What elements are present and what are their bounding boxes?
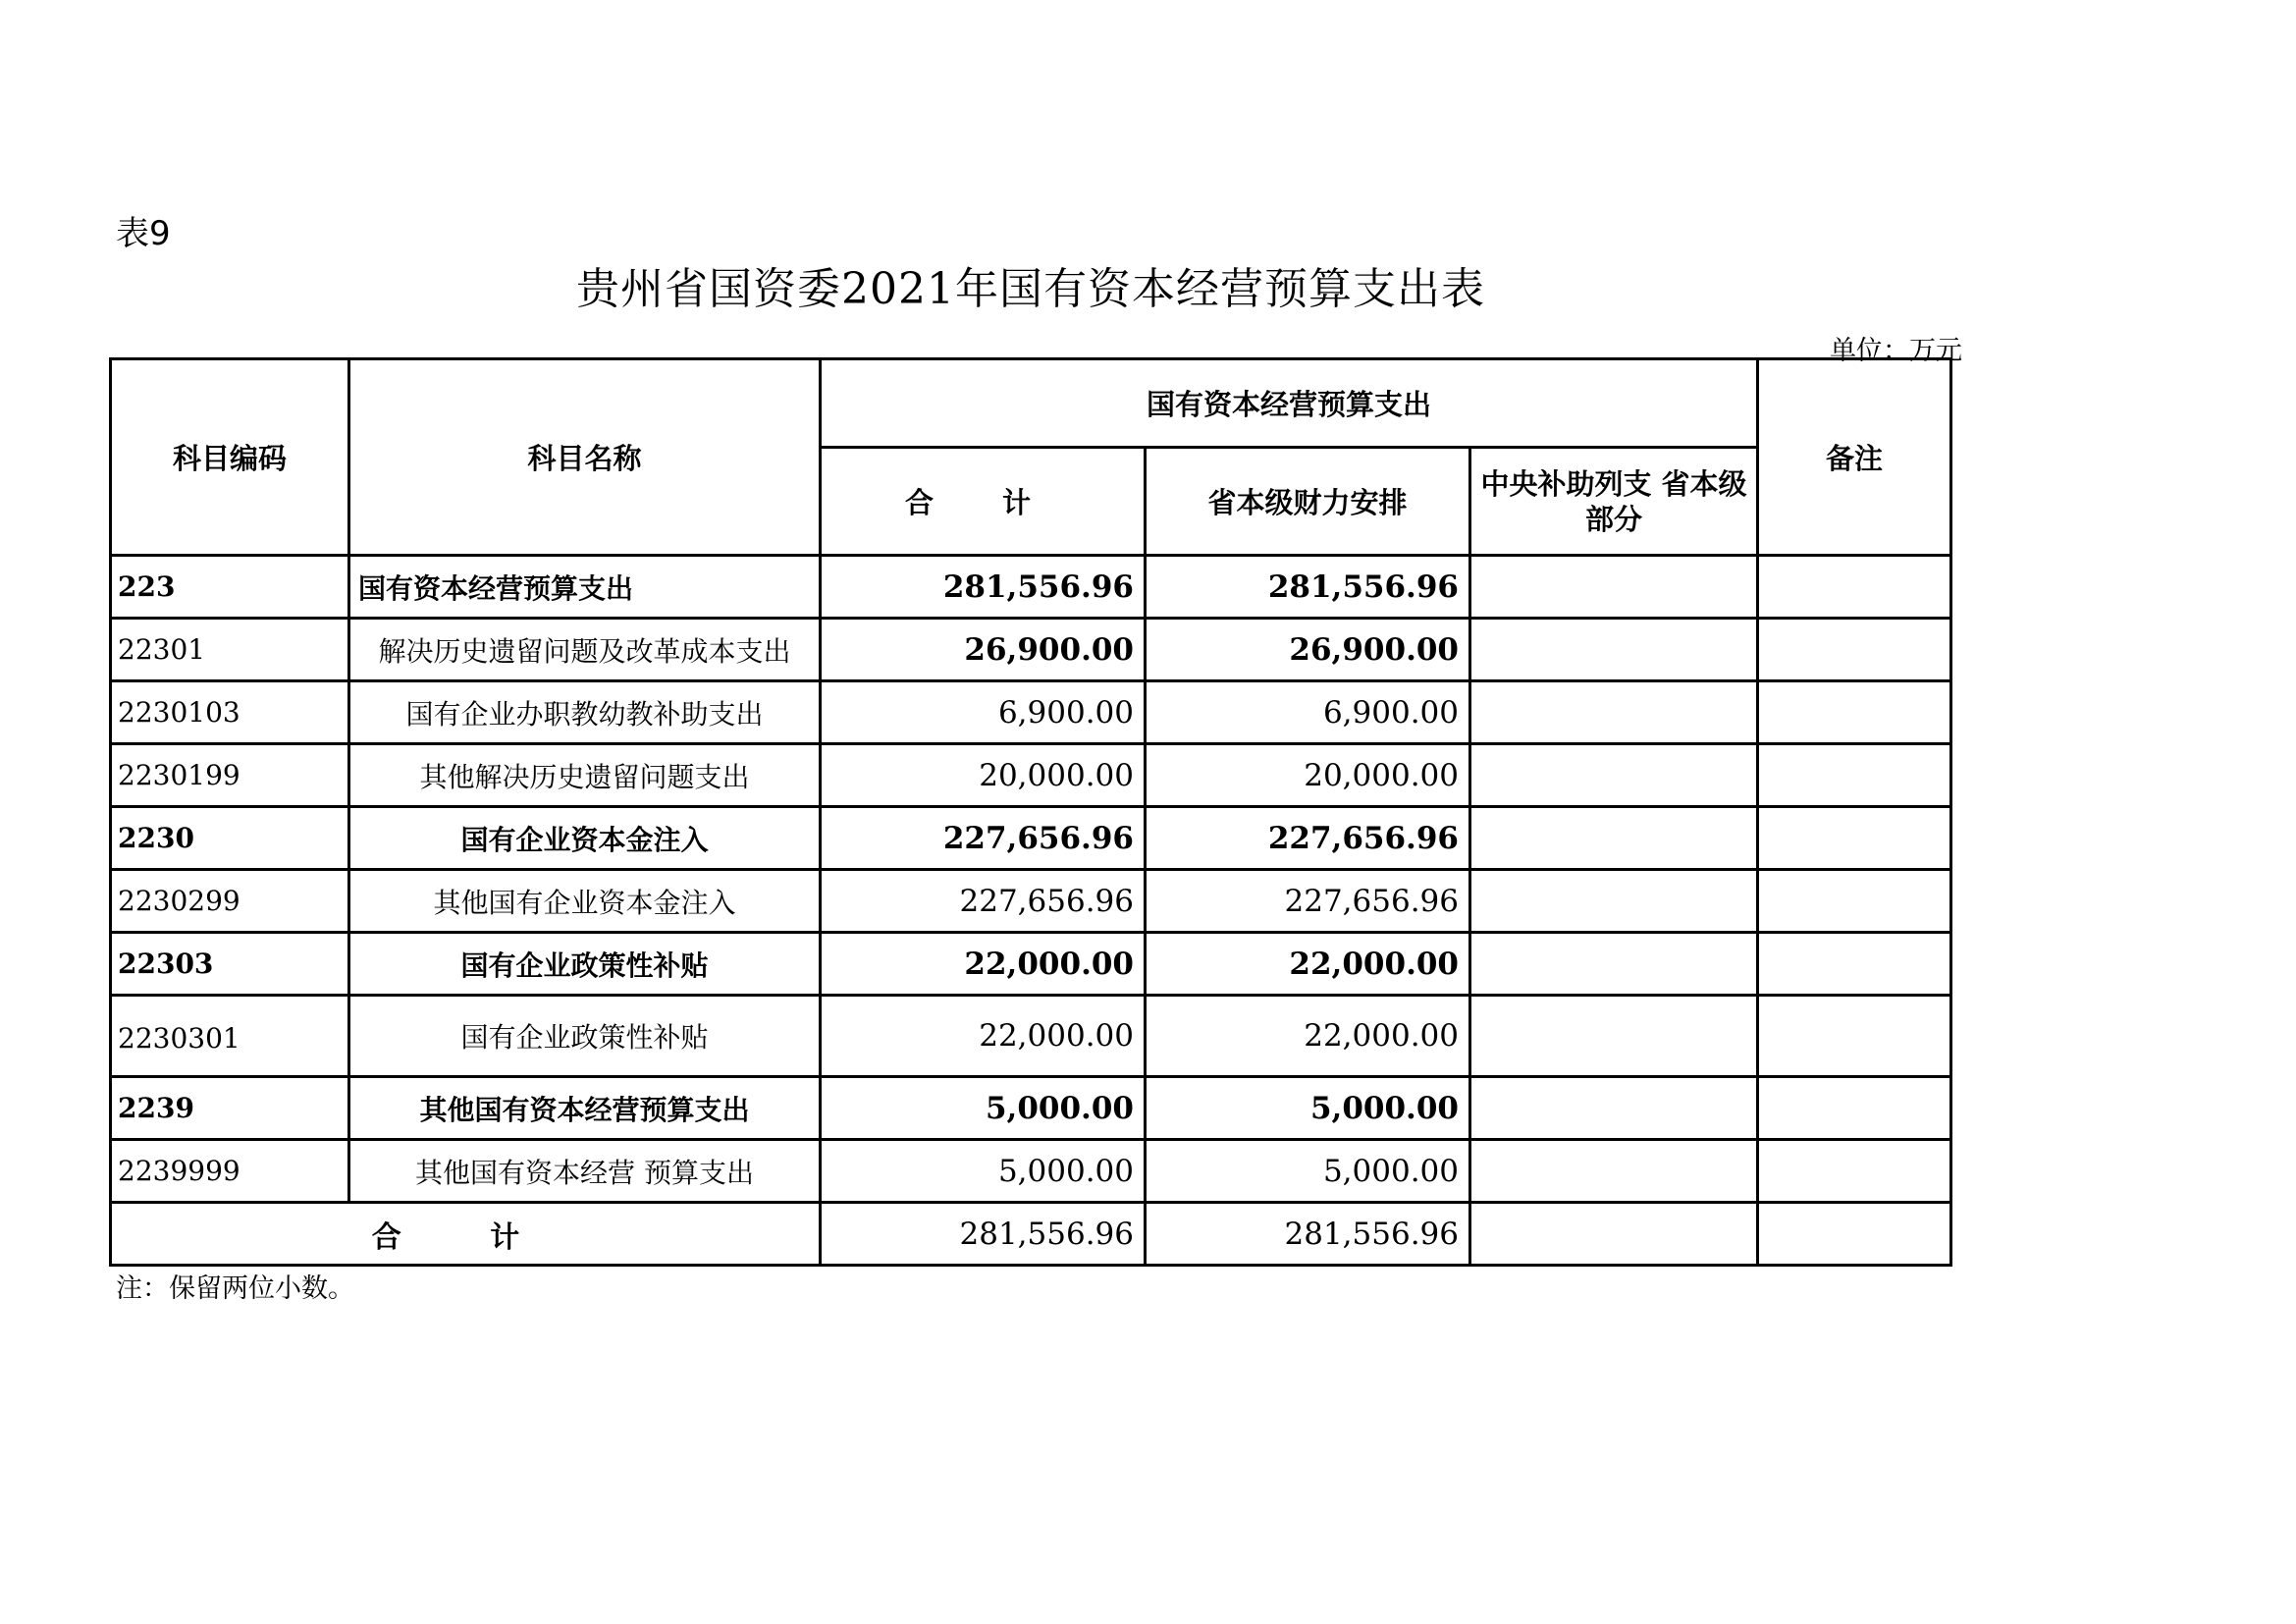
row-code: 2239999 bbox=[111, 1140, 349, 1203]
row-name: 其他国有企业资本金注入 bbox=[349, 870, 821, 933]
table-row bbox=[111, 1077, 1951, 1140]
row-provincial: 22,000.00 bbox=[1146, 933, 1470, 996]
row-code: 2230301 bbox=[111, 996, 349, 1077]
total-row bbox=[111, 1203, 1951, 1266]
row-total: 227,656.96 bbox=[821, 870, 1146, 933]
row-remark bbox=[1758, 933, 1951, 996]
table-row bbox=[111, 870, 1951, 933]
row-remark bbox=[1758, 807, 1951, 870]
header-total: 合 计 bbox=[821, 448, 1146, 556]
row-provincial: 227,656.96 bbox=[1146, 870, 1470, 933]
row-code: 2239 bbox=[111, 1077, 349, 1140]
row-total: 22,000.00 bbox=[821, 933, 1146, 996]
row-remark bbox=[1758, 1140, 1951, 1203]
total-total: 281,556.96 bbox=[821, 1203, 1146, 1266]
row-total: 281,556.96 bbox=[821, 556, 1146, 619]
total-provincial: 281,556.96 bbox=[1146, 1203, 1470, 1266]
row-name: 国有企业办职教幼教补助支出 bbox=[349, 681, 821, 744]
row-name: 国有企业资本金注入 bbox=[349, 807, 821, 870]
row-code: 2230103 bbox=[111, 681, 349, 744]
table-row bbox=[111, 807, 1951, 870]
page-title: 贵州省国资委2021年国有资本经营预算支出表 bbox=[576, 264, 1485, 314]
footnote: 注：保留两位小数。 bbox=[116, 1273, 354, 1304]
row-central bbox=[1470, 619, 1758, 681]
row-provincial: 22,000.00 bbox=[1146, 996, 1470, 1077]
row-code: 2230299 bbox=[111, 870, 349, 933]
row-central bbox=[1470, 807, 1758, 870]
row-name: 国有企业政策性补贴 bbox=[349, 933, 821, 996]
budget-table bbox=[109, 357, 1952, 1267]
table-row bbox=[111, 681, 1951, 744]
table-row bbox=[111, 556, 1951, 619]
row-provincial: 5,000.00 bbox=[1146, 1140, 1470, 1203]
total-central bbox=[1470, 1203, 1758, 1266]
row-total: 5,000.00 bbox=[821, 1140, 1146, 1203]
header-name: 科目名称 bbox=[349, 359, 821, 556]
row-central bbox=[1470, 870, 1758, 933]
header-provincial: 省本级财力安排 bbox=[1146, 448, 1470, 556]
row-total: 6,900.00 bbox=[821, 681, 1146, 744]
row-total: 5,000.00 bbox=[821, 1077, 1146, 1140]
row-code: 2230199 bbox=[111, 744, 349, 807]
row-provincial: 20,000.00 bbox=[1146, 744, 1470, 807]
header-group: 国有资本经营预算支出 bbox=[821, 359, 1758, 448]
table-row bbox=[111, 1140, 1951, 1203]
row-code: 22301 bbox=[111, 619, 349, 681]
table-row bbox=[111, 996, 1951, 1077]
header-remark: 备注 bbox=[1758, 359, 1951, 556]
row-total: 20,000.00 bbox=[821, 744, 1146, 807]
row-code: 22303 bbox=[111, 933, 349, 996]
row-provincial: 227,656.96 bbox=[1146, 807, 1470, 870]
row-code: 223 bbox=[111, 556, 349, 619]
row-name: 其他解决历史遗留问题支出 bbox=[349, 744, 821, 807]
row-remark bbox=[1758, 681, 1951, 744]
row-provincial: 281,556.96 bbox=[1146, 556, 1470, 619]
row-total: 22,000.00 bbox=[821, 996, 1146, 1077]
row-central bbox=[1470, 744, 1758, 807]
row-code: 2230 bbox=[111, 807, 349, 870]
table-label: 表9 bbox=[116, 214, 171, 253]
row-provincial: 5,000.00 bbox=[1146, 1077, 1470, 1140]
row-remark bbox=[1758, 1077, 1951, 1140]
table-row bbox=[111, 933, 1951, 996]
row-remark bbox=[1758, 556, 1951, 619]
row-remark bbox=[1758, 870, 1951, 933]
row-name: 其他国有资本经营 预算支出 bbox=[349, 1140, 821, 1203]
row-provincial: 26,900.00 bbox=[1146, 619, 1470, 681]
row-central bbox=[1470, 681, 1758, 744]
row-central bbox=[1470, 1077, 1758, 1140]
row-remark bbox=[1758, 744, 1951, 807]
row-name: 国有资本经营预算支出 bbox=[349, 556, 821, 619]
row-central bbox=[1470, 996, 1758, 1077]
header-code: 科目编码 bbox=[111, 359, 349, 556]
unit-label: 单位：万元 bbox=[1830, 336, 1962, 366]
row-name: 其他国有资本经营预算支出 bbox=[349, 1077, 821, 1140]
table-row bbox=[111, 619, 1951, 681]
row-remark bbox=[1758, 619, 1951, 681]
row-name: 国有企业政策性补贴 bbox=[349, 996, 821, 1077]
row-provincial: 6,900.00 bbox=[1146, 681, 1470, 744]
row-total: 26,900.00 bbox=[821, 619, 1146, 681]
total-remark bbox=[1758, 1203, 1951, 1266]
row-name: 解决历史遗留问题及改革成本支出 bbox=[349, 619, 821, 681]
total-label: 合 计 bbox=[111, 1203, 821, 1266]
row-central bbox=[1470, 933, 1758, 996]
header-central: 中央补助列支 省本级部分 bbox=[1470, 448, 1758, 556]
row-remark bbox=[1758, 996, 1951, 1077]
row-central bbox=[1470, 556, 1758, 619]
row-central bbox=[1470, 1140, 1758, 1203]
row-total: 227,656.96 bbox=[821, 807, 1146, 870]
table-row bbox=[111, 744, 1951, 807]
